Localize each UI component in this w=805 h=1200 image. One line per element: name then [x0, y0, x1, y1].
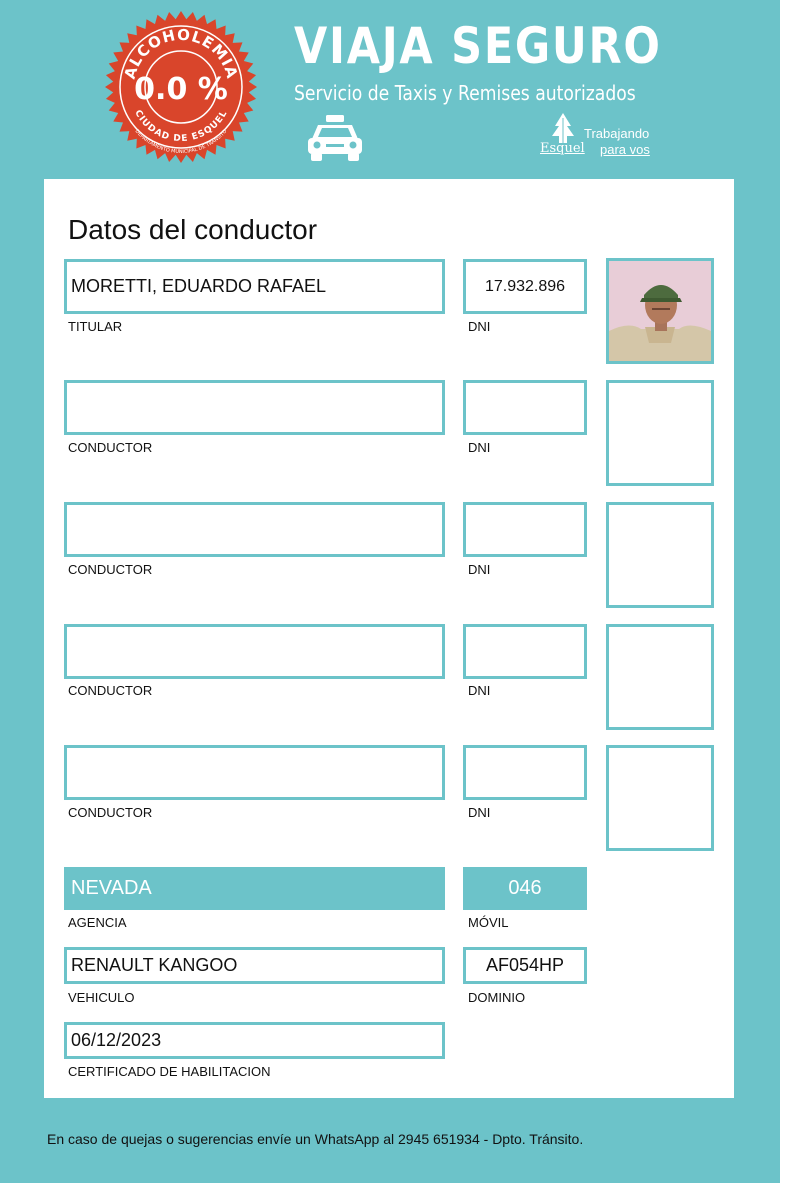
- driver-name-field: [64, 380, 445, 435]
- driver-data-panel: [44, 179, 734, 1098]
- driver-role-label: CONDUCTOR: [68, 805, 153, 820]
- seal-value: 0.0 %: [134, 72, 228, 107]
- plate-label: DOMINIO: [468, 990, 526, 1005]
- page-title: VIAJA SEGURO: [294, 17, 662, 75]
- certificate-field: 06/12/2023: [64, 1022, 445, 1059]
- driver-dni-field: [463, 624, 587, 679]
- driver-dni-field: [463, 380, 587, 435]
- agency-label: AGENCIA: [68, 915, 127, 930]
- driver-photo-placeholder: [606, 624, 714, 730]
- seal-bottom-text: CIUDAD DE ESQUEL: [132, 108, 230, 145]
- dni-label: DNI: [468, 319, 491, 334]
- esquel-logo: [540, 112, 670, 162]
- vehicle-label: VEHICULO: [68, 990, 135, 1005]
- vehicle-field: RENAULT KANGOO: [64, 947, 445, 984]
- seal-top-text: ALCOHOLEMIA: [120, 25, 242, 81]
- taxi-icon: [306, 114, 364, 162]
- movil-label: MÓVIL: [468, 915, 509, 930]
- driver-role-label: TITULAR: [68, 319, 123, 334]
- driver-photo: [606, 258, 714, 364]
- driver-name-field: [64, 502, 445, 557]
- agency-field: NEVADA: [64, 867, 445, 910]
- movil-field: 046: [463, 867, 587, 910]
- driver-dni-field: [463, 502, 587, 557]
- driver-role-label: CONDUCTOR: [68, 562, 153, 577]
- alcoholemia-seal: [104, 10, 258, 164]
- driver-name-field: [64, 745, 445, 800]
- driver-photo-placeholder: [606, 745, 714, 851]
- section-title: Datos del conductor: [68, 214, 318, 245]
- driver-name-field: MORETTI, EDUARDO RAFAEL: [64, 259, 445, 314]
- esquel-wordmark: Esquel: [540, 141, 585, 156]
- dni-label: DNI: [468, 805, 491, 820]
- driver-name-field: [64, 624, 445, 679]
- dni-label: DNI: [468, 562, 491, 577]
- seal-tiny-text: DEPARTAMENTO MUNICIPAL DE TRÁNSITO: [133, 128, 229, 156]
- driver-photo-placeholder: [606, 502, 714, 608]
- driver-dni-field: [463, 745, 587, 800]
- slogan-line-2: para vos: [600, 142, 650, 157]
- plate-field: AF054HP: [463, 947, 587, 984]
- driver-dni-field: 17.932.896: [463, 259, 587, 314]
- driver-role-label: CONDUCTOR: [68, 440, 153, 455]
- driver-photo-placeholder: [606, 380, 714, 486]
- slogan-line-1: Trabajando: [584, 126, 650, 141]
- certificate-label: CERTIFICADO DE HABILITACION: [68, 1064, 271, 1079]
- dni-label: DNI: [468, 683, 491, 698]
- dni-label: DNI: [468, 440, 491, 455]
- footer-note: En caso de quejas o sugerencias envíe un WhatsApp al 2945 651934 - Dpto. Tránsito.: [47, 1131, 584, 1147]
- page-subtitle: Servicio de Taxis y Remises autorizados: [294, 81, 636, 105]
- driver-role-label: CONDUCTOR: [68, 683, 153, 698]
